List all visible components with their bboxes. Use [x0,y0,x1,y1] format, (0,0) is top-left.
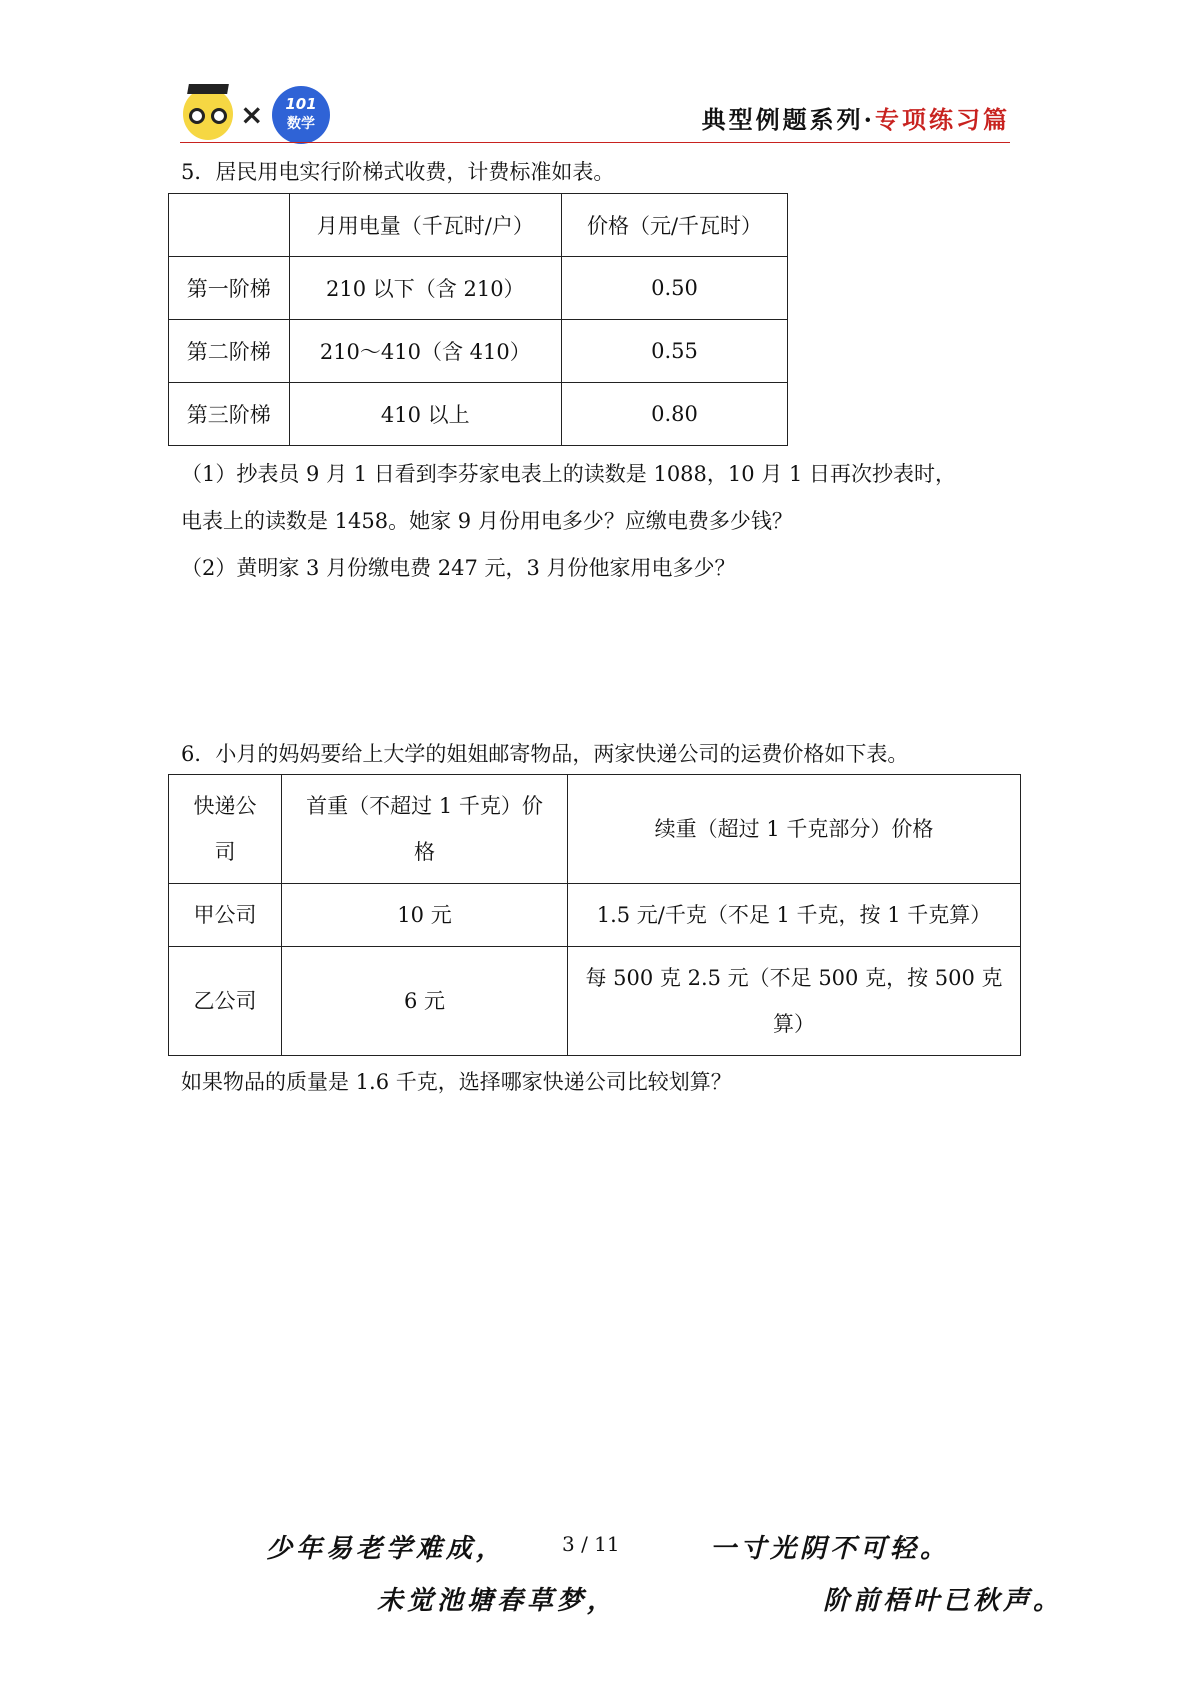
footer-poem-line2-right: 阶前梧叶已秋声。 [823,1586,1064,1616]
table-row [169,320,788,383]
header-divider [180,142,1010,143]
table-header-cell [282,775,568,884]
table-cell [568,947,1021,1056]
owl-logo-icon [183,88,233,140]
header-title-practice: 专项练习篇 [875,105,1010,134]
table-row [169,884,1021,947]
table-header-cell [169,775,282,884]
header-title [702,100,1010,135]
table-header-cell [169,194,290,257]
header-company-line1: 快递公 [193,794,257,818]
q5-sub1-line2: 电表上的读数是 1458。她家 9 月份用电多少？应缴电费多少钱？ [181,509,793,533]
q5-sub1-line1: （1）抄表员 9 月 1 日看到李芬家电表上的读数是 1088，10 月 1 日再次抄表时， [181,462,957,486]
q5-intro: 5．居民用电实行阶梯式收费，计费标准如表。 [181,160,615,184]
q5-price-table [168,193,788,446]
q6-question: 如果物品的质量是 1.6 千克，选择哪家快递公司比较划算？ [181,1070,732,1094]
table-cell: 0.80 [562,383,788,446]
footer-poem-line1-right: 一寸光阴不可轻。 [710,1534,951,1564]
table-cell: 乙公司 [169,947,282,1056]
extra-price-line1: 每 500 克 2.5 元（不足 500 克，按 500 克 [585,966,1003,990]
table-header-row [169,775,1021,884]
table-cell: 第三阶梯 [169,383,290,446]
table-header-cell: 续重（超过 1 千克部分）价格 [568,775,1021,884]
header-title-dot: · [863,105,875,134]
extra-price-line2: 算） [773,1012,815,1036]
header-first-weight-line2: 格 [414,840,435,864]
header-title-series: 典型例题系列 [701,105,864,134]
table-cell: 0.55 [562,320,788,383]
header-first-weight-line1: 首重（不超过 1 千克）价 [306,794,543,818]
footer-poem-line2-left: 未觉池塘春草梦， [377,1586,618,1616]
table-cell: 甲公司 [169,884,282,947]
footer-poem-line1-left: 少年易老学难成， [266,1534,507,1564]
table-cell: 第二阶梯 [169,320,290,383]
logo-times-sign: × [240,98,264,131]
math-101-logo [272,86,330,144]
table-cell: 第一阶梯 [169,257,290,320]
table-cell: 10 元 [282,884,568,947]
q6-intro: 6．小月的妈妈要给上大学的姐姐邮寄物品，两家快递公司的运费价格如下表。 [181,742,909,766]
table-header-cell: 月用电量（千瓦时/户） [289,194,562,257]
table-cell: 1.5 元/千克（不足 1 千克，按 1 千克算） [568,884,1021,947]
logo-101-number: 101 [285,95,317,113]
table-cell: 0.50 [562,257,788,320]
table-row [169,947,1021,1056]
q6-shipping-table [168,774,1021,1056]
table-cell: 210～410（含 410） [289,320,562,383]
table-row [169,257,788,320]
header-company-line2: 司 [214,840,236,864]
logo-101-text: 数学 [287,116,315,132]
table-header-cell: 价格（元/千瓦时） [562,194,788,257]
page-number: 3 / 11 [562,1532,620,1556]
table-row [169,383,788,446]
table-cell: 6 元 [282,947,568,1056]
table-header-row [169,194,788,257]
table-cell: 410 以上 [289,383,562,446]
q5-sub2: （2）黄明家 3 月份缴电费 247 元，3 月份他家用电多少？ [181,556,736,580]
table-cell: 210 以下（含 210） [289,257,562,320]
